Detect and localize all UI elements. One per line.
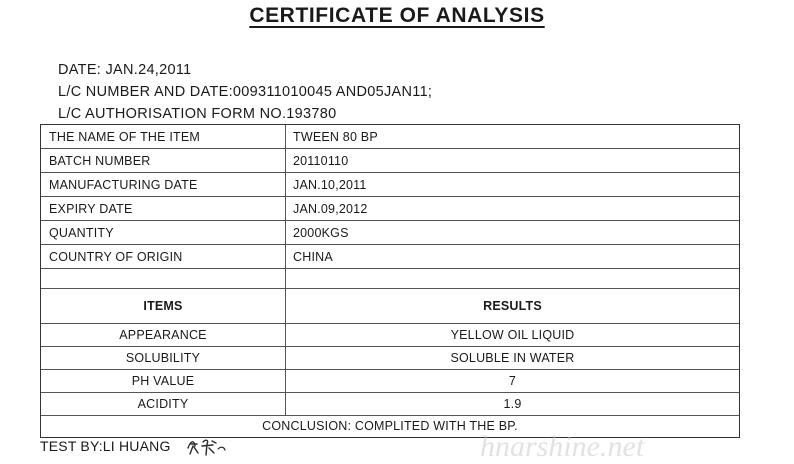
table-row	[41, 125, 739, 149]
row-value: CHINA	[293, 249, 333, 264]
analysis-table	[40, 124, 740, 438]
table-row	[41, 221, 739, 245]
result-item: ACIDITY	[137, 397, 189, 411]
result-value: 1.9	[503, 397, 522, 411]
result-item: APPEARANCE	[119, 328, 207, 342]
certificate-date: DATE: JAN.24,2011	[58, 62, 192, 78]
row-value: 20110110	[293, 153, 349, 168]
row-label: QUANTITY	[49, 225, 114, 240]
row-label: EXPIRY DATE	[49, 201, 133, 216]
lc-number-and-date: L/C NUMBER AND DATE:009311010045 AND05JAN11;	[58, 84, 433, 100]
document-title: CERTIFICATE OF ANALYSIS	[249, 4, 545, 27]
table-row	[41, 245, 739, 269]
row-value: 2000KGS	[293, 225, 349, 240]
result-item: SOLUBILITY	[125, 351, 201, 365]
table-row	[41, 370, 739, 393]
table-row	[41, 197, 739, 221]
tester-name: TEST BY:LI HUANG	[40, 438, 171, 454]
items-header: ITEMS	[143, 299, 183, 313]
result-item: PH VALUE	[131, 374, 195, 388]
result-value: SOLUBLE IN WATER	[450, 351, 575, 365]
table-row	[41, 173, 739, 197]
table-row	[41, 324, 739, 347]
row-value: TWEEN 80 BP	[293, 129, 378, 144]
table-row	[41, 393, 739, 416]
table-row	[41, 149, 739, 173]
watermark: hnarshine.net	[480, 430, 645, 463]
row-label: THE NAME OF THE ITEM	[49, 129, 200, 144]
lc-authorisation-form: L/C AUTHORISATION FORM NO.193780	[58, 106, 337, 122]
blank-row	[41, 269, 739, 289]
row-label: MANUFACTURING DATE	[49, 177, 198, 192]
results-header: RESULTS	[483, 299, 542, 313]
row-label: BATCH NUMBER	[49, 153, 151, 168]
column-divider	[285, 289, 286, 416]
row-value: JAN.10,2011	[293, 177, 367, 192]
result-value: YELLOW OIL LIQUID	[450, 328, 575, 342]
results-header-row	[41, 289, 739, 324]
row-label: COUNTRY OF ORIGIN	[49, 249, 183, 264]
table-row	[41, 347, 739, 370]
signature-image	[185, 434, 229, 458]
conclusion: CONCLUSION: COMPLITED WITH THE BP.	[262, 419, 518, 433]
result-value: 7	[508, 374, 517, 388]
row-value: JAN.09,2012	[293, 201, 368, 216]
column-divider	[285, 125, 286, 288]
